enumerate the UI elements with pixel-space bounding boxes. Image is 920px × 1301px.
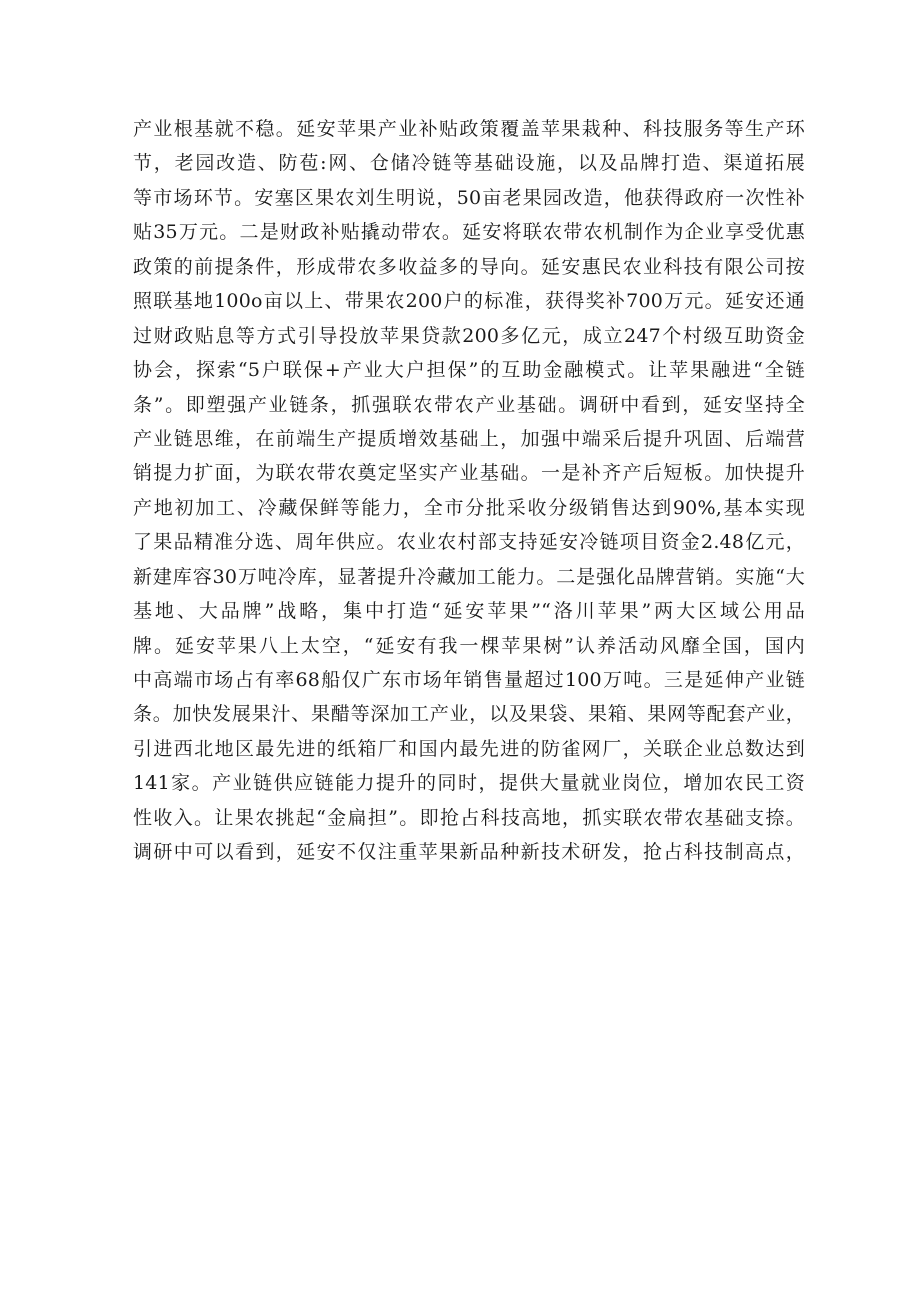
text-line: 条。加快发展果汁、果醋等深加工产业，以及果袋、果箱、果网等配套产业， [133, 703, 805, 726]
text-line: 条”。即塑强产业链条，抓强联农带农产业基础。调研中看到，延安坚持全 [133, 393, 805, 416]
body-paragraph [133, 112, 805, 870]
text-line: 牌。延安苹果八上太空，“延安有我一棵苹果树”认养活动风靡全国，国内 [133, 634, 805, 657]
text-line: 等市场环节。安塞区果农刘生明说，50亩老果园改造，他获得政府一次性补 [133, 186, 805, 209]
text-line: 新建库容30万吨冷库，显著提升冷藏加工能力。二是强化品牌营销。实施“大 [133, 565, 805, 588]
text-line: 基地、大品牌”战略，集中打造“延安苹果”“洛川苹果”两大区域公用品 [133, 600, 805, 623]
text-line: 141家。产业链供应链能力提升的同时，提供大量就业岗位，增加农民工资 [133, 772, 805, 795]
text-line: 了果品精准分选、周年供应。农业农村部支持延安冷链项目资金2.48亿元， [133, 531, 805, 554]
text-line: 照联基地100o亩以上、带果农200户的标准，获得奖补700万元。延安还通 [133, 290, 805, 313]
text-line: 贴35万元。二是财政补贴撬动带农。延安将联农带农机制作为企业享受优惠 [133, 221, 805, 244]
text-line: 协会，探索“5户联保+产业大户担保”的互助金融模式。让苹果融进“全链 [133, 359, 805, 382]
text-line: 性收入。让果农挑起“金扁担”。即抢占科技高地，抓实联农带农基础支捺。 [133, 806, 805, 829]
text-line: 过财政贴息等方式引导投放苹果贷款200多亿元，成立247个村级互助资金 [133, 324, 805, 347]
text-line: 产业链思维，在前端生产提质增效基础上，加强中端采后提升巩固、后端营 [133, 427, 805, 450]
text-line: 产业根基就不稳。延安苹果产业补贴政策覆盖苹果栽种、科技服务等生产环 [133, 118, 805, 140]
text-line: 引进西北地区最先进的纸箱厂和国内最先进的防雀网厂，关联企业总数达到 [133, 737, 805, 760]
text-line: 中高端市场占有率68船仅广东市场年销售量超过100万吨。三是延伸产业链 [133, 669, 805, 691]
text-line: 销提力扩面，为联农带农奠定坚实产业基础。一是补齐产后短板。加快提升 [133, 462, 805, 485]
text-line: 产地初加工、冷藏保鲜等能力，全市分批采收分级销售达到90%,基本实现 [133, 496, 805, 519]
text-line: 调研中可以看到，延安不仅注重苹果新品种新技术研发，抢占科技制高点， [133, 841, 805, 864]
text-line: 政策的前提条件，形成带农多收益多的导向。延安惠民农业科技有限公司按 [133, 255, 805, 278]
text-line: 节，老园改造、防苞:网、仓储冷链等基础设施，以及品牌打造、渠道拓展 [133, 152, 805, 175]
